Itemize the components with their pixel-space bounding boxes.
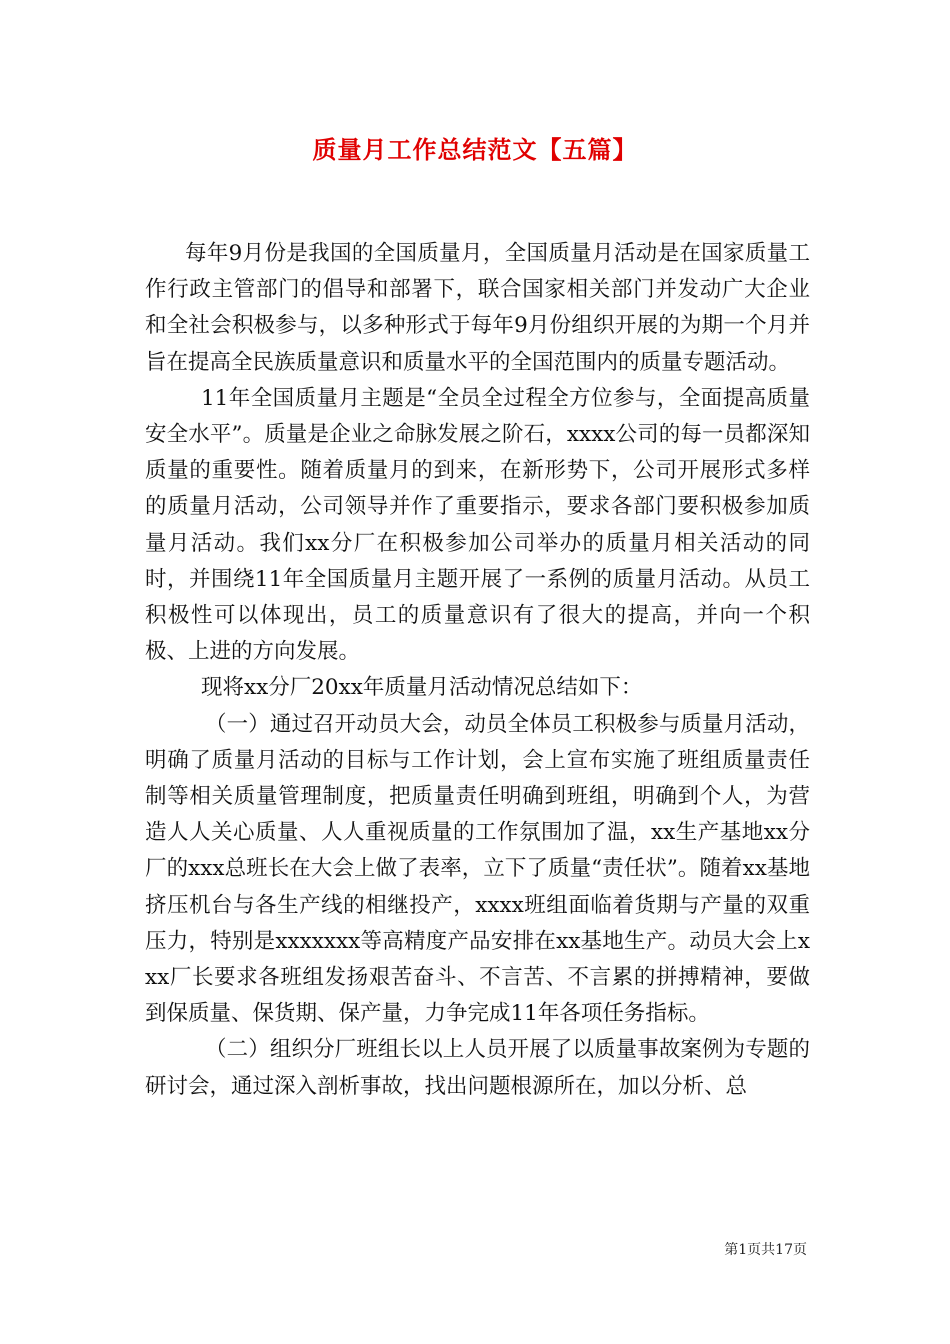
- paragraph-theme: 11年全国质量月主题是“全员全过程全方位参与，全面提高质量安全水平”。质量是企业之命脉发展之阶石，xxxx公司的每一员都深知质量的重要性。随着质量月的到来，在新形势下，公司开展形式多样的质量月活动，公司领导并作了重要指示，要求各部门要积极参加质量月活动。我们xx分厂在积极参加公司举办的质量月相关活动的同时，并围绕11年全国质量月主题开展了一系例的质量月活动。从员工积极性可以体现出，员工的质量意识有了很大的提高，并向一个积极、上进的方向发展。: [145, 385, 810, 665]
- paragraph-intro: 每年9月份是我国的全国质量月，全国质量月活动是在国家质量工作行政主管部门的倡导和部署下，联合国家相关部门并发动广大企业和全社会积极参与，以多种形式于每年9月份组织开展的为期一个月并旨在提高全民族质量意识和质量水平的全国范围内的质量专题活动。: [145, 241, 810, 375]
- paragraph-summary-lead: 现将xx分厂20xx年质量月活动情况总结如下：: [201, 675, 643, 701]
- paragraph-item-two: （二）组织分厂班组长以上人员开展了以质量事故案例为专题的研讨会，通过深入剖析事故，找出问题根源所在，加以分析、总: [145, 1037, 810, 1099]
- page-number: 第1页共17页: [724, 1242, 807, 1258]
- paragraph-item-one: （一）通过召开动员大会，动员全体员工积极参与质量月活动，明确了质量月活动的目标与工作计划，会上宣布实施了班组质量责任制等相关质量管理制度，把质量责任明确到班组，明确到个人，为营造人人关心质量、人人重视质量的工作氛围加了温，xx生产基地xx分厂的xxx总班长在大会上做了表率，立下了质量“责任状”。随着xx基地挤压机台与各生产线的相继投产，xxxx班组面临着货期与产量的双重压力，特别是xxxxxxx等高精度产品安排在xx基地生产。动员大会上xxx厂长要求各班组发扬艰苦奋斗、不言苦、不言累的拼搏精神，要做到保质量、保货期、保产量，力争完成11年各项任务指标。: [145, 711, 810, 1027]
- document-title: 质量月工作总结范文【五篇】: [312, 135, 638, 164]
- document-body: [145, 236, 810, 1105]
